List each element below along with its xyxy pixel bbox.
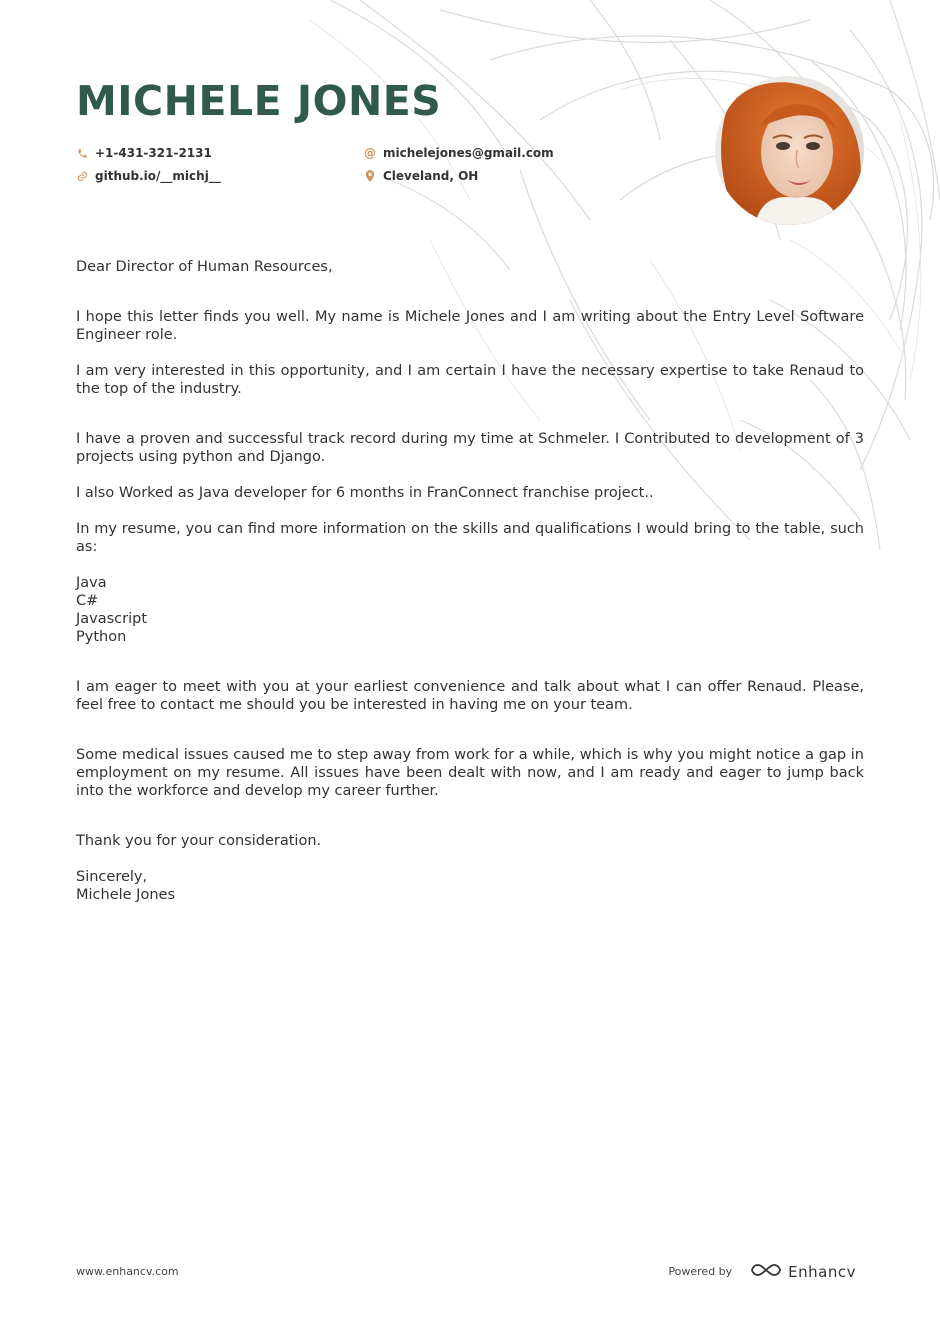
paragraph-3: I have a proven and successful track record during my time at Schmeler. I Contributed to development of 3 projects using python and Django. [76,431,864,465]
paragraph-7: Some medical issues caused me to step away from work for a while, which is why you might notice a gap in employment on my resume. All issues have been dealt with now, and I am ready and eager to jump back into the workforce and develop my career further. [76,747,864,799]
phone-icon [76,147,88,159]
footer-powered-by[interactable] [668,1262,856,1281]
location-text: Cleveland, OH [383,169,479,183]
infinity-logo-icon [750,1262,782,1281]
skill-item: Python [76,629,127,645]
paragraph-8: Thank you for your consideration. [76,833,322,849]
letter-body [76,258,864,904]
paragraph-2: I am very interested in this opportunity, and I am certain I have the necessary expertise to take Renaud to the top of the industry. [76,363,864,397]
paragraph-5: In my resume, you can find more information on the skills and qualifications I would bring to the table, such as: [76,521,864,555]
brand-name: Enhancv [788,1262,856,1281]
applicant-name: MICHELE JONES [76,77,442,125]
contact-email[interactable] [364,146,554,160]
footer-website-link[interactable]: www.enhancv.com [76,1265,179,1278]
paragraph-4: I also Worked as Java developer for 6 months in FranConnect franchise project.. [76,485,654,501]
skill-item: C# [76,593,99,609]
powered-by-label: Powered by [668,1265,733,1278]
contact-phone[interactable] [76,146,212,160]
email-text: michelejones@gmail.com [383,146,554,160]
profile-photo [715,76,864,225]
contact-location [364,169,478,183]
link-icon [76,170,88,182]
map-pin-icon [364,170,376,182]
paragraph-1: I hope this letter finds you well. My name is Michele Jones and I am writing about the Entry Level Software Engineer role. [76,309,864,343]
skill-item: Javascript [76,611,148,627]
skill-item: Java [76,575,107,591]
contact-website[interactable] [76,169,221,183]
paragraph-6: I am eager to meet with you at your earliest convenience and talk about what I can offer Renaud. Please, feel free to contact me should you be interested in having me on your team. [76,679,864,713]
phone-text: +1-431-321-2131 [95,146,212,160]
signature: Michele Jones [76,887,175,903]
website-text: github.io/__michj__ [95,169,221,183]
closing: Sincerely, [76,869,148,885]
at-icon: @ [364,146,376,160]
greeting: Dear Director of Human Resources, [76,259,333,275]
